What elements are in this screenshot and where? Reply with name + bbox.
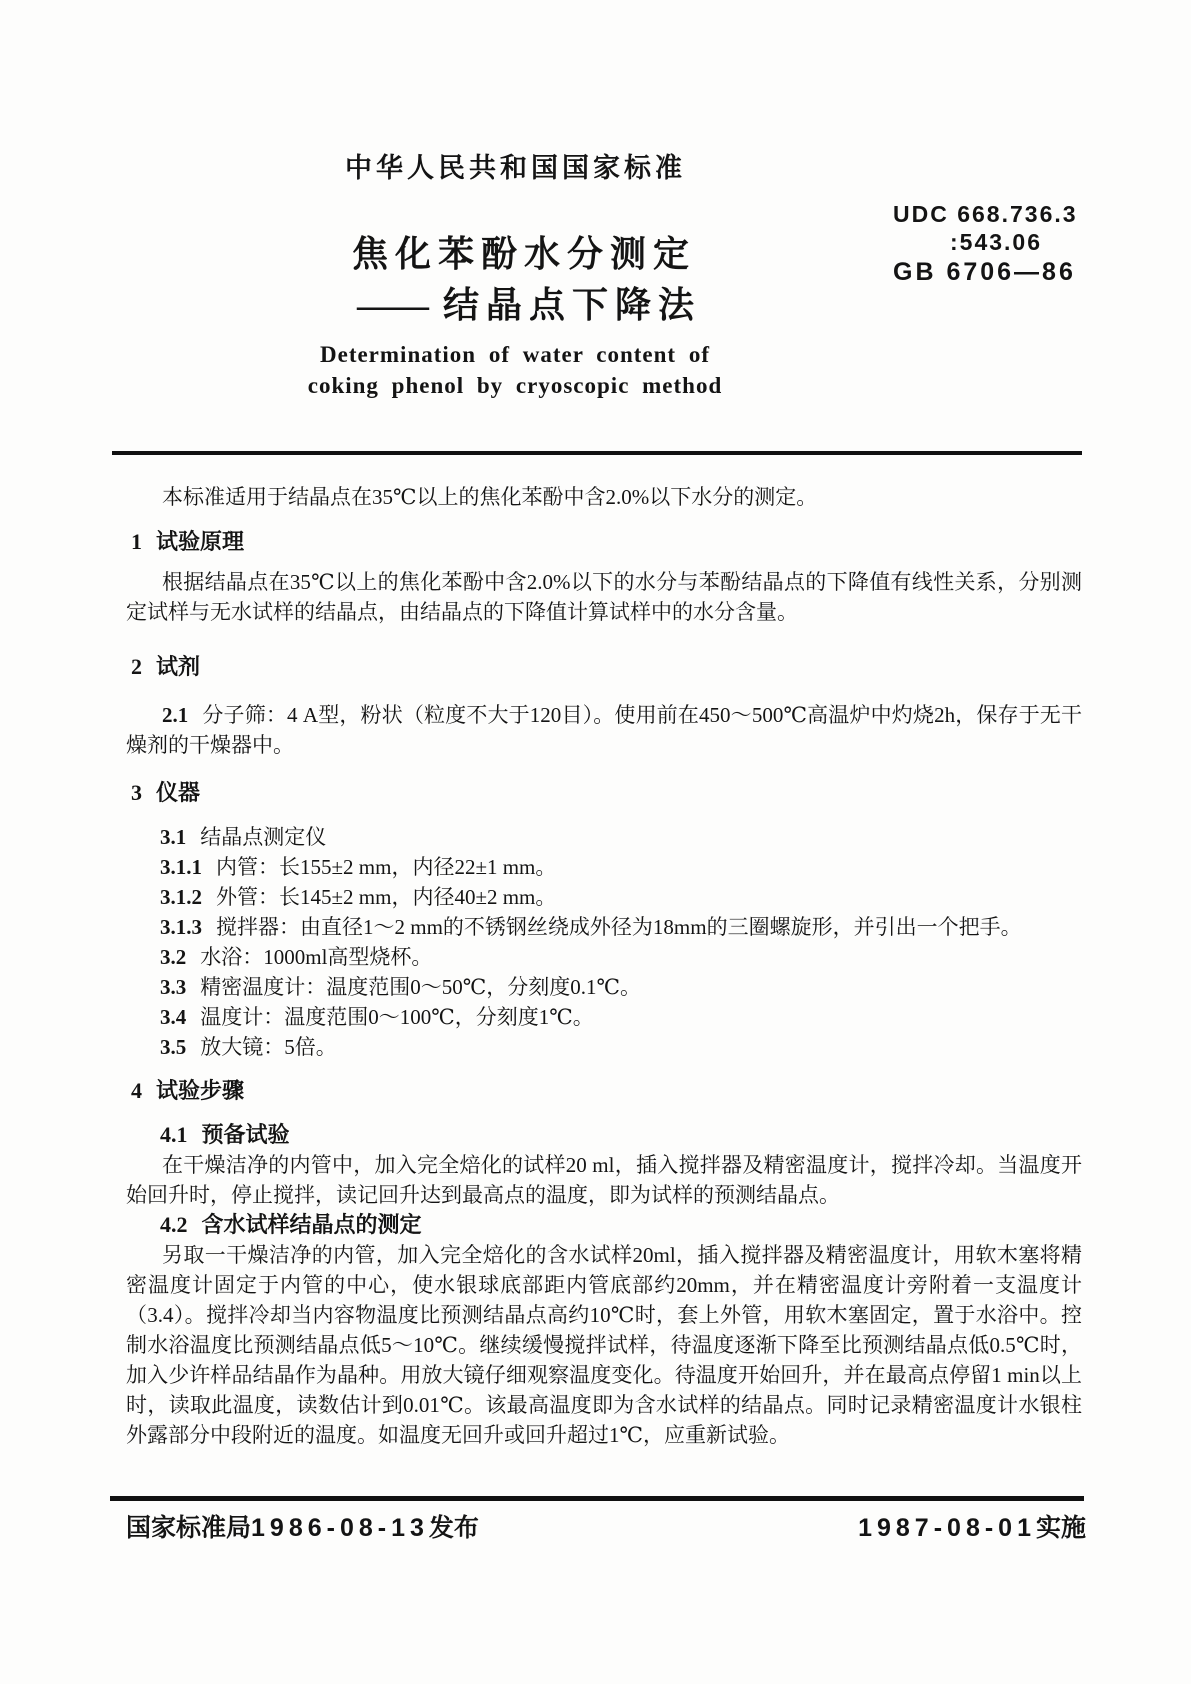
- document-title-zh: 焦化苯酚水分测定: [352, 234, 697, 274]
- item-2-1-number: 2.1: [162, 703, 189, 727]
- item-text: 水浴：1000ml高型烧杯。: [200, 945, 433, 969]
- section-2-heading: [126, 652, 1082, 682]
- section-4-number: 4: [131, 1078, 142, 1103]
- item-number: 3.3: [160, 975, 187, 999]
- item-text: 结晶点测定仪: [200, 825, 327, 849]
- implementation-info: [858, 1508, 1086, 1544]
- section-4-heading: [126, 1076, 1082, 1106]
- section-4-2-title: 含水试样结晶点的测定: [201, 1212, 422, 1237]
- item-number: 3.5: [160, 1035, 187, 1059]
- standard-category-label: 中华人民共和国国家标准: [345, 153, 686, 183]
- section-4-2-number: 4.2: [160, 1212, 188, 1237]
- section-4-title: 试验步骤: [156, 1078, 245, 1103]
- document-title-en: [265, 339, 765, 401]
- footer-rule: [110, 1496, 1084, 1501]
- list-item: [126, 882, 1082, 912]
- issue-suffix: 发布: [428, 1515, 479, 1542]
- list-item: [126, 1032, 1082, 1062]
- item-2-1: [126, 700, 1082, 760]
- title-en-line2: coking phenol by cryoscopic method: [307, 373, 723, 398]
- item-text: 放大镜：5倍。: [200, 1035, 337, 1059]
- item-number: 3.1.3: [160, 915, 202, 939]
- item-number: 3.1.2: [160, 885, 202, 909]
- section-4-2-heading: [126, 1210, 1082, 1240]
- list-item: [126, 852, 1082, 882]
- item-number: 3.2: [160, 945, 187, 969]
- item-text: 搅拌器：由直径1～2 mm的不锈钢丝绕成外径为18mm的三圈螺旋形，并引出一个把手。: [216, 915, 1022, 939]
- section-3-number: 3: [131, 780, 142, 805]
- item-text: 温度计：温度范围0～100℃，分刻度1℃。: [200, 1005, 594, 1029]
- standard-number: GB 6706—86: [893, 258, 1076, 286]
- document-body: [126, 470, 1082, 1450]
- section-4-1-heading: [126, 1120, 1082, 1150]
- section-4-1-body: 在干燥洁净的内管中，加入完全焙化的试样20 ml，插入搅拌器及精密温度计，搅拌冷却。当温度开始回升时，停止搅拌，读记回升达到最高点的温度，即为试样的预测结晶点。: [126, 1153, 1082, 1207]
- udc-number-block: [893, 201, 1078, 256]
- list-item: [126, 972, 1082, 1002]
- list-item: [126, 1002, 1082, 1032]
- title-en-line1: Determination of water content of: [320, 342, 710, 367]
- section-4-1-title: 预备试验: [201, 1122, 290, 1147]
- item-number: 3.1.1: [160, 855, 202, 879]
- item-text: 外管：长145±2 mm，内径40±2 mm。: [216, 885, 557, 909]
- item-number: 3.4: [160, 1005, 187, 1029]
- scope-paragraph: 本标准适用于结晶点在35℃以上的焦化苯酚中含2.0%以下水分的测定。: [162, 485, 818, 509]
- apparatus-list: [126, 822, 1082, 1062]
- list-item: [126, 912, 1082, 942]
- udc-number-secondary: :543.06: [950, 229, 1043, 255]
- section-4-2-body: 另取一干燥洁净的内管，加入完全焙化的含水试样20ml，插入搅拌器及精密温度计，用软木塞将精密温度计固定于内管的中心，使水银球底部距内管底部约20mm，并在精密温度计旁附着一支温度计（3.4）。搅拌冷却当内容物温度比预测结晶点高约10℃时，套上外管，用软木塞固定，置于水浴中。控制水浴温度比预测结晶点低5～10℃。继续缓慢搅拌试样，待温度逐渐下降至比预测结晶点低0.5℃时，加入少许样品结晶作为晶种。用放大镜仔细观察温度变化。待温度开始回升，并在最高点停留1 min以上时，读取此温度，读数估计到0.01℃。该最高温度即为含水试样的结晶点。同时记录精密温度计水银柱外露部分中段附近的温度。如温度无回升或回升超过1℃，应重新试验。: [126, 1243, 1082, 1447]
- list-item: [126, 942, 1082, 972]
- udc-number: UDC 668.736.3: [893, 201, 1078, 227]
- section-3-heading: [126, 778, 1082, 808]
- section-3-title: 仪器: [156, 780, 201, 805]
- item-2-1-text: 分子筛：4 A型，粉状（粒度不大于120目）。使用前在450～500℃高温炉中灼烧2h，保存于无干燥剂的干燥器中。: [126, 703, 1082, 757]
- section-1-body: 根据结晶点在35℃以上的焦化苯酚中含2.0%以下的水分与苯酚结晶点的下降值有线性关系，分别测定试样与无水试样的结晶点，由结晶点的下降值计算试样中的水分含量。: [126, 570, 1082, 624]
- issue-date: 1986-08-13: [251, 1514, 429, 1542]
- item-text: 精密温度计：温度范围0～50℃，分刻度0.1℃。: [200, 975, 641, 999]
- implementation-date: 1987-08-01: [858, 1514, 1036, 1542]
- header-rule: [112, 451, 1082, 455]
- section-1-number: 1: [131, 529, 142, 554]
- section-1-heading: [126, 527, 1082, 557]
- section-4-1-number: 4.1: [160, 1122, 188, 1147]
- document-subtitle-zh: [357, 277, 701, 328]
- issue-info: [126, 1508, 479, 1544]
- section-2-number: 2: [131, 654, 142, 679]
- implementation-suffix: 实施: [1035, 1515, 1086, 1542]
- item-number: 3.1: [160, 825, 187, 849]
- em-dash: ——: [357, 285, 429, 325]
- item-text: 内管：长155±2 mm，内径22±1 mm。: [216, 855, 557, 879]
- section-2-title: 试剂: [156, 654, 201, 679]
- issuing-org: 国家标准局: [126, 1515, 252, 1542]
- section-1-title: 试验原理: [156, 529, 245, 554]
- subtitle-text: 结晶点下降法: [443, 285, 702, 325]
- list-item: [126, 822, 1082, 852]
